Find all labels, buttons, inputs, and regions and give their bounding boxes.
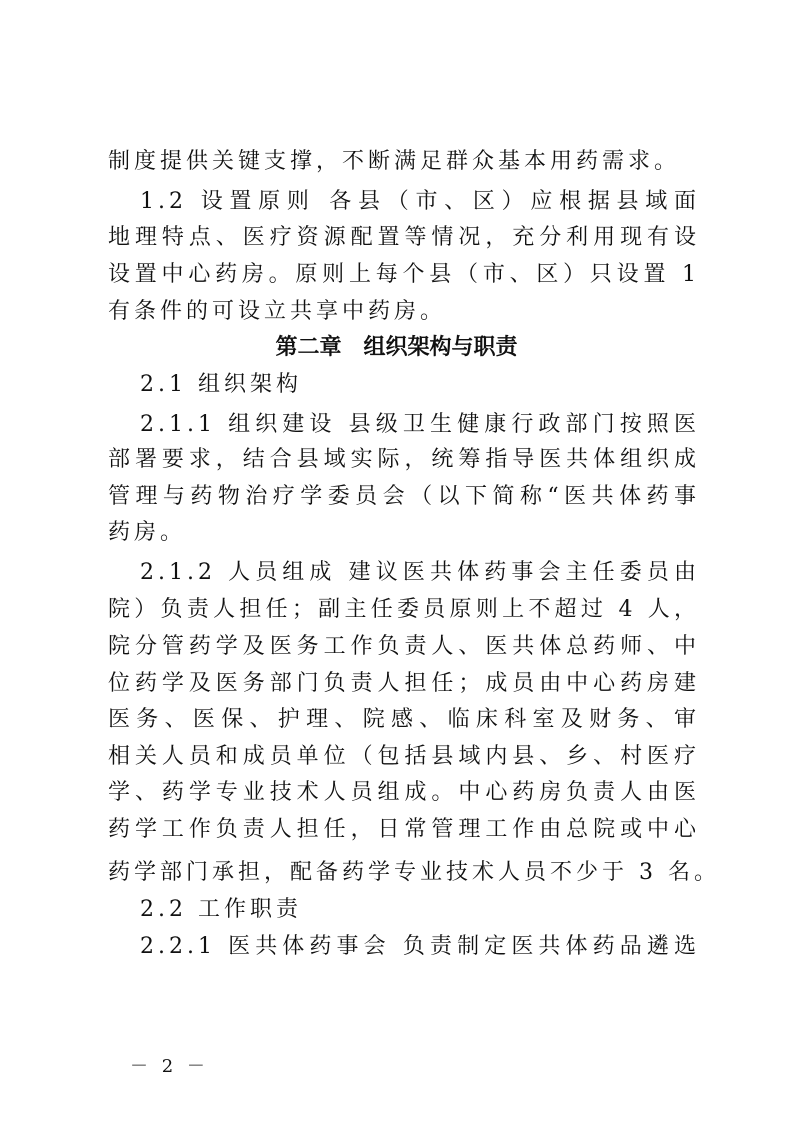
paragraph-line: 管理与药物治疗学委员会（以下简称“医共体药事 (108, 484, 700, 509)
page-number: － 2 － (130, 1056, 209, 1077)
paragraph-line: 相关人员和成员单位（包括县域内县、乡、村医疗 (108, 744, 700, 769)
paragraph-line: 院）负责人担任；副主任委员原则上不超过 4 人， (108, 597, 700, 622)
section-2-1-2-line: 2.1.2 人员组成 建议医共体药事会主任委员由 (140, 560, 700, 585)
section-2-1-1-line: 2.1.1 组织建设 县级卫生健康行政部门按照医 (140, 412, 700, 437)
paragraph-line: 院分管药学及医务工作负责人、医共体总药师、中 (108, 634, 700, 659)
paragraph-line: 有条件的可设立共享中药房。 (108, 299, 447, 324)
paragraph-line: 部署要求，结合县域实际，统筹指导医共体组织成 (108, 447, 700, 472)
paragraph-line: 药学部门承担，配备药学专业技术人员不少于 3 名。 (108, 860, 720, 885)
section-2-1-heading: 2.1 组织架构 (140, 372, 302, 397)
paragraph-line: 药房。 (108, 520, 187, 545)
chapter-heading: 第二章 组织架构与职责 (275, 335, 518, 360)
paragraph-line: 学、药学专业技术人员组成。中心药房负责人由医 (108, 780, 700, 805)
paragraph-line: 制度提供关键支撑，不断满足群众基本用药需求。 (108, 149, 681, 174)
paragraph-line: 药学工作负责人担任，日常管理工作由总院或中心 (108, 817, 700, 842)
section-1-2-line: 1.2 设置原则 各县（市、区）应根据县域面 (140, 189, 700, 214)
paragraph-line: 医务、医保、护理、院感、临床科室及财务、审 (108, 707, 700, 732)
paragraph-line: 位药学及医务部门负责人担任；成员由中心药房建 (108, 671, 700, 696)
section-2-2-1-line: 2.2.1 医共体药事会 负责制定医共体药品遴选 (140, 934, 700, 959)
paragraph-line: 地理特点、医疗资源配置等情况，充分利用现有设 (108, 225, 700, 250)
paragraph-line: 设置中心药房。原则上每个县（市、区）只设置 1 (108, 262, 700, 287)
section-2-2-heading: 2.2 工作职责 (140, 897, 302, 922)
